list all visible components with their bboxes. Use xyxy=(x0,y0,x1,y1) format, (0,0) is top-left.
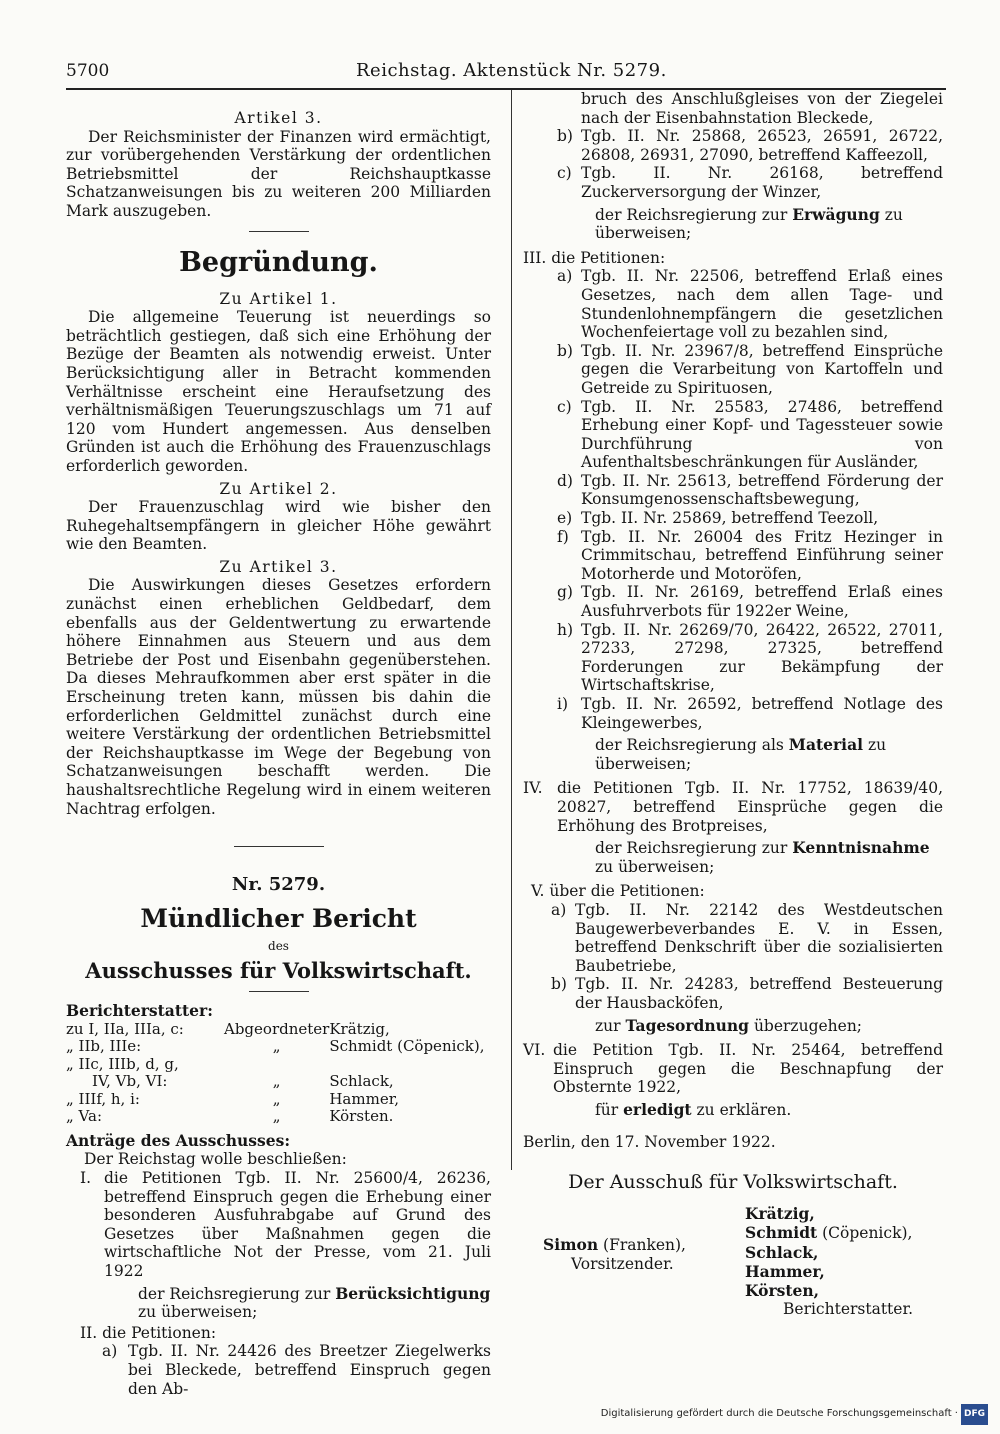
reporter-scope: „ IIb, IIIe: xyxy=(66,1037,142,1056)
zu-artikel3-heading: Zu Artikel 3. xyxy=(219,557,338,576)
item-text: Tgb. II. Nr. 22142 des Westdeutschen Baugewerbeverbandes E. V. in Essen, betreffend Denkschrift über die sozialisierten Baubetriebe, xyxy=(575,900,943,975)
dfg-logo: DFG xyxy=(961,1404,988,1425)
page-number: 5700 xyxy=(66,61,110,81)
item-text: die Petition Tgb. II. Nr. 25464, betreffend Einspruch gegen die Beschnapfung der Obsternte 1922, xyxy=(553,1041,943,1097)
item-label: i) xyxy=(557,695,569,713)
item-text: Tgb. II. Nr. 26169, betreffend Erlaß eines Ausfuhrverbots für 1922er Weine, xyxy=(581,583,943,621)
item-text: Tgb. II. Nr. 26592, betreffend Notlage des Kleingewerbes, xyxy=(581,695,943,732)
committee-title: Ausschusses für Volkswirtschaft. xyxy=(85,958,472,984)
reporter-signature: Schlack, xyxy=(745,1243,819,1263)
motion-III-item xyxy=(557,342,943,398)
signature-heading: Der Ausschuß für Volkswirtschaft. xyxy=(568,1171,898,1194)
item-text: Tgb. II. Nr. 25869, betreffend Teezoll, xyxy=(581,509,879,528)
reporter-role: Berichterstatter. xyxy=(783,1300,914,1319)
item-label: c) xyxy=(557,164,572,183)
reporter-row xyxy=(66,1038,491,1056)
motion-IV xyxy=(523,779,943,835)
zu-artikel3-text: Die Auswirkungen dieses Gesetzes erfordern zunächst einen erheblichen Geldbedarf, dem ebenfalls aus der Geldentwertung zu erwartende höhere Einnahmen aus Steuern und aus dem Betriebe der Post und Eisenbahn gegenüberstehen. Da dieses Mehraufkommen aber erst später in die Erscheinung treten kann, müssen bis dahin die erforderlichen Geldmittel zunächst durch eine weitere Verstärkung der ordentlichen Betriebsmittel der Reichshauptkasse im Wege der Begebung von Schatzanweisungen beschafft werden. Die haushaltsrechtliche Regelung wird in einem weiteren Nachtrag erfolgen. xyxy=(66,576,491,818)
date-line: Berlin, den 17. November 1922. xyxy=(523,1133,776,1152)
item-text: Tgb. II. Nr. 25613, betreffend Förderung der Konsumgenossenschaftsbewegung, xyxy=(581,471,943,509)
reporter-role: „ xyxy=(272,1089,281,1108)
item-label: f) xyxy=(557,527,569,546)
motion-VI xyxy=(523,1041,943,1097)
motion-I-reference xyxy=(138,1285,491,1322)
zu-artikel1-text: Die allgemeine Teuerung ist neuerdings so beträchtlich gestiegen, daß sich eine Erhöhung der Bezüge der Beamten als notwendig erweist. Unter Berücksichtigung aller in Betracht kommenden Verhältnisse erscheint eine Heraufsetzung des verhältnismäßigen Teuerungszuschlags um 71 auf 120 vom Hundert angemessen. Aus denselben Gründen ist auch die Erhöhung des Frauenzuschlags erforderlich geworden. xyxy=(66,308,491,475)
motion-IIa xyxy=(102,1342,491,1398)
ref-keyword: Kenntnisnahme xyxy=(792,838,930,858)
reporter-row xyxy=(66,1091,491,1109)
reporter-row xyxy=(66,1056,491,1074)
chair-signature xyxy=(543,1236,686,1273)
reporter-signatures xyxy=(745,1204,913,1319)
chair-place: (Franken), xyxy=(598,1236,686,1255)
item-label: a) xyxy=(551,900,567,919)
reporter-name: Schlack, xyxy=(329,1072,394,1091)
motion-IIb xyxy=(557,127,943,164)
motion-III-list xyxy=(523,267,943,732)
footer-credit xyxy=(601,1404,988,1425)
item-text: Tgb. II. Nr. 26269/70, 26422, 26522, 27011, 27233, 27298, 27325, betreffend Forderungen zur Bekämpfung der Wirtschaftskrise, xyxy=(581,620,943,695)
motion-IIa-continuation: bruch des Anschlußgleises von der Ziegelei nach der Eisenbahnstation Bleckede, xyxy=(581,90,943,127)
column-divider xyxy=(511,90,512,1170)
reporter-row xyxy=(66,1108,491,1126)
item-text: Tgb. II. Nr. 26004 des Fritz Hezinger in Crimmitschau, betreffend Einführung seiner Motorherde und Motoröfen, xyxy=(581,527,943,583)
section-rule xyxy=(249,231,309,232)
motion-III-item xyxy=(557,621,943,695)
motion-III-item xyxy=(557,472,943,509)
reporter-row xyxy=(66,1073,491,1091)
artikel3-heading: Artikel 3. xyxy=(234,109,323,127)
item-label: e) xyxy=(557,509,573,528)
reporter-scope: „ Va: xyxy=(66,1107,102,1126)
motion-III-item xyxy=(557,267,943,341)
chair-role: Vorsitzender. xyxy=(571,1254,674,1273)
item-text: Tgb. II. Nr. 24283, betreffend Besteuerung der Hausbacköfen, xyxy=(575,975,943,1012)
item-label: I. xyxy=(80,1168,92,1187)
item-text: Tgb. II. Nr. 24426 des Breetzer Ziegelwerks bei Bleckede, betreffend Einspruch gegen den Ab- xyxy=(128,1342,491,1398)
left-column xyxy=(66,109,491,1398)
motion-III-item xyxy=(557,583,943,620)
item-text: Tgb. II. Nr. 22506, betreffend Erlaß eines Gesetzes, nach dem allen Tage- und Stundenlohnempfängern die gesetzlichen Wochenfeiertage voll zu bezahlen sind, xyxy=(581,267,943,342)
ref-text: überzugehen; xyxy=(749,1016,863,1035)
reporter-name: Hammer, xyxy=(329,1089,399,1108)
item-label: c) xyxy=(557,397,572,416)
ref-text: der Reichsregierung als xyxy=(595,736,789,755)
item-label: b) xyxy=(557,127,573,146)
ref-text: für xyxy=(595,1100,624,1119)
ref-text: zu überweisen; xyxy=(595,205,903,243)
reporter-role: Abgeordneter xyxy=(224,1019,330,1038)
motion-III-item xyxy=(557,695,943,732)
item-label: a) xyxy=(102,1342,118,1361)
reporter-role xyxy=(224,1056,329,1074)
reporter-signature: Schmidt xyxy=(745,1223,818,1243)
item-label: g) xyxy=(557,583,573,602)
motion-V-reference xyxy=(595,1017,943,1036)
ref-text: der Reichsregierung zur xyxy=(595,839,793,858)
item-text: Tgb. II. Nr. 23967/8, betreffend Einsprüche gegen die Verarbeitung von Kartoffeln und Getreide zu Spirituosen, xyxy=(581,341,943,397)
chair-name: Simon xyxy=(543,1235,599,1255)
item-text: die Petitionen Tgb. II. Nr. 25600/4, 26236, betreffend Einspruch gegen die Erhebung einer besonderen Ausfuhrabgabe auf Grund des Gesetzes über Maßnahmen gegen die wirtschaftliche Not der Presse, vom 21. Juli 1922 xyxy=(104,1168,491,1280)
reporter-scope: „ IIc, IIIb, d, g, xyxy=(66,1054,179,1073)
zu-artikel2-text: Der Frauenzuschlag wird wie bisher den Ruhegehaltsempfängern in gleicher Höhe gewährt wie den Beamten. xyxy=(66,498,491,554)
reporter-signature: Krätzig, xyxy=(745,1204,815,1224)
item-label: d) xyxy=(557,471,573,490)
begruendung-heading: Begründung. xyxy=(179,246,378,278)
reporter-signature: Hammer, xyxy=(745,1262,825,1282)
ref-keyword: Erwägung xyxy=(792,204,880,224)
ref-text: zur xyxy=(595,1016,626,1035)
motion-Vb xyxy=(551,975,943,1012)
ref-text: zu überweisen; xyxy=(595,857,715,876)
reporter-name: Schmidt (Cöpenick), xyxy=(329,1037,485,1056)
zu-artikel2-heading: Zu Artikel 2. xyxy=(219,479,338,498)
antraege-heading: Anträge des Ausschusses: xyxy=(66,1130,291,1150)
motion-III-item xyxy=(557,528,943,584)
reporters-table xyxy=(66,1021,491,1126)
reporter-row xyxy=(66,1021,491,1039)
motion-Va xyxy=(551,901,943,975)
signature-block xyxy=(523,1200,943,1340)
motion-III-reference xyxy=(595,736,943,773)
reporter-scope: IV, Vb, VI: xyxy=(92,1072,168,1091)
document-number: Nr. 5279. xyxy=(231,874,326,896)
ref-keyword: Material xyxy=(788,735,864,755)
report-title: Mündlicher Bericht xyxy=(140,904,417,934)
motion-IIc xyxy=(557,164,943,201)
ref-text: zu erklären. xyxy=(691,1100,792,1119)
motion-III-heading: III. die Petitionen: xyxy=(523,248,666,267)
item-text: Tgb. II. Nr. 26168, betreffend Zuckerversorgung der Winzer, xyxy=(581,164,943,201)
ref-keyword: Tagesordnung xyxy=(625,1015,750,1035)
item-label: a) xyxy=(557,267,573,286)
motion-II-reference xyxy=(595,206,943,243)
reporters-heading: Berichterstatter: xyxy=(66,1001,213,1021)
reporter-role: „ xyxy=(272,1107,281,1126)
item-label: h) xyxy=(557,620,574,639)
motion-IV-reference xyxy=(595,839,943,876)
ref-text: der Reichsregierung zur xyxy=(595,205,793,224)
reporter-scope: zu I, IIa, IIIa, c: xyxy=(66,1019,184,1038)
reporter-scope: „ IIIf, h, i: xyxy=(66,1089,140,1108)
right-column xyxy=(523,90,943,1340)
item-label: VI. xyxy=(523,1041,546,1060)
motion-III-item xyxy=(557,509,943,528)
reporter-role: „ xyxy=(272,1072,281,1091)
footer-text: Digitalisierung gefördert durch die Deutsche Forschungsgemeinschaft · xyxy=(600,1408,958,1420)
running-title: Reichstag. Aktenstück Nr. 5279. xyxy=(356,60,667,81)
section-rule xyxy=(234,846,324,847)
section-rule xyxy=(249,991,309,992)
motion-VI-reference xyxy=(595,1101,943,1120)
reporter-name: Körsten. xyxy=(329,1107,394,1126)
item-text: Tgb. II. Nr. 25583, 27486, betreffend Erhebung einer Kopf- und Tagessteuer sowie Durchführung von Aufenthaltsbeschränkungen für Ausländer, xyxy=(581,397,943,472)
item-label: b) xyxy=(551,975,567,994)
ref-keyword: erledigt xyxy=(623,1099,692,1119)
ref-text: zu überweisen; xyxy=(595,736,887,773)
ref-text: zu überweisen; xyxy=(138,1303,258,1322)
des-word: des xyxy=(268,939,289,954)
ref-keyword: Berücksichtigung xyxy=(335,1283,491,1303)
running-header xyxy=(66,62,944,86)
motion-I xyxy=(80,1169,491,1281)
item-label: IV. xyxy=(523,779,543,798)
artikel3-text: Der Reichsminister der Finanzen wird ermächtigt, zur vorübergehenden Verstärkung der ordentlichen Betriebsmittel der Reichshauptkasse Schatzanweisungen bis zu weiteren 200 Milliarden Mark auszugeben. xyxy=(66,127,491,220)
motion-II-heading: II. die Petitionen: xyxy=(80,1323,217,1342)
motion-III-item xyxy=(557,398,943,472)
motion-V-heading: V. über die Petitionen: xyxy=(531,882,705,901)
item-label: b) xyxy=(557,341,573,360)
reporter-signature: Körsten, xyxy=(745,1281,820,1301)
reporter-place: (Cöpenick), xyxy=(817,1224,913,1243)
item-text: die Petitionen Tgb. II. Nr. 17752, 18639/40, 20827, betreffend Einsprüche gegen die Erhöhung des Brotpreises, xyxy=(557,779,943,835)
ref-text: der Reichsregierung zur xyxy=(138,1284,336,1303)
reporter-name: Krätzig, xyxy=(329,1019,390,1038)
antraege-intro: Der Reichstag wolle beschließen: xyxy=(84,1150,347,1169)
reporter-name xyxy=(329,1056,491,1074)
item-text: Tgb. II. Nr. 25868, 26523, 26591, 26722, 26808, 26931, 27090, betreffend Kaffeezoll, xyxy=(581,127,943,164)
zu-artikel1-heading: Zu Artikel 1. xyxy=(219,289,338,308)
reporter-role: „ xyxy=(272,1037,281,1056)
